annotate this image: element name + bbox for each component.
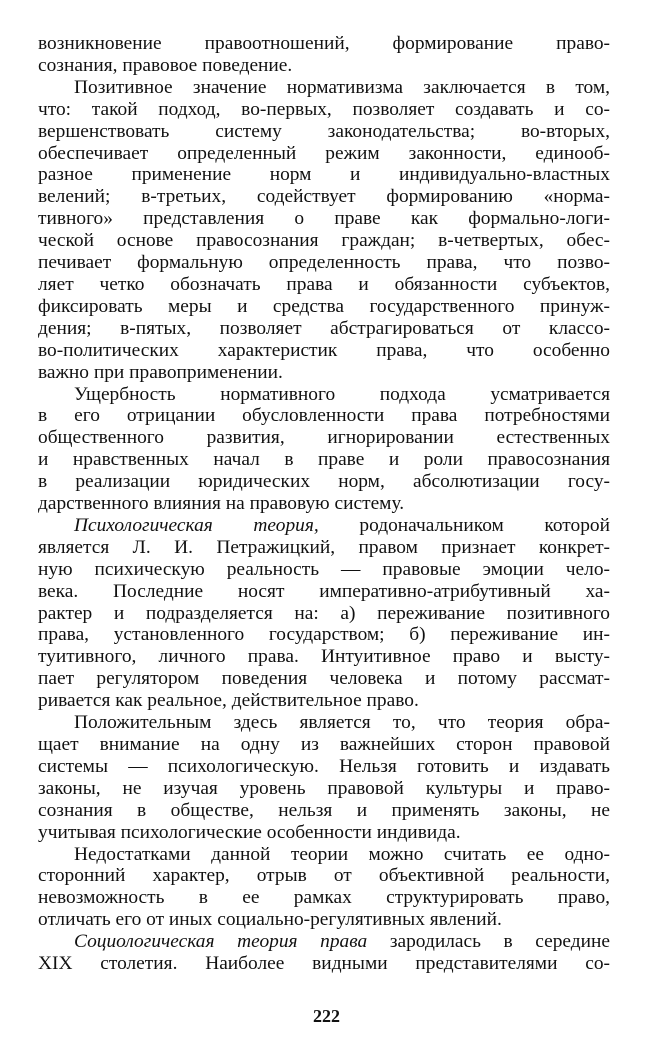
italic-term: Психологическая теория, bbox=[74, 514, 319, 536]
text-line: сторонний характер, отрыв от объективной реальности, bbox=[38, 865, 610, 887]
text-line: рактер и подразделяется на: а) переживание позитивного bbox=[38, 602, 610, 624]
text-line: Позитивное значение нормативизма заключается в том, bbox=[74, 76, 610, 98]
text-line: является Л. И. Петражицкий, правом признает конкрет- bbox=[38, 536, 610, 558]
text-line: возникновение правоотношений, формирование право- bbox=[38, 33, 610, 54]
text-line: невозможность в ее рамках структурировать право, bbox=[38, 887, 610, 909]
text-line: в реализации юридических норм, абсолютизации госу- bbox=[38, 471, 610, 493]
paragraph-4 bbox=[38, 712, 610, 843]
text-line: важно при правоприменении. bbox=[38, 361, 283, 383]
text-line: XIX столетия. Наиболее видными представителями со- bbox=[38, 953, 610, 975]
text-line: Недостатками данной теории можно считать ее одно- bbox=[74, 843, 610, 865]
text-line: велений; в-третьих, содействует формированию «норма- bbox=[38, 186, 610, 208]
paragraph-3 bbox=[38, 515, 610, 712]
text-fragment: родоначальником которой bbox=[318, 514, 610, 536]
text-line: сознания, правовое поведение. bbox=[38, 54, 293, 76]
paragraph-6 bbox=[38, 931, 610, 975]
text-line: разное применение норм и индивидуально-властных bbox=[38, 164, 610, 186]
text-fragment: зародилась в середине bbox=[367, 931, 610, 953]
text-line: учитывая психологические особенности индивида. bbox=[38, 821, 461, 843]
paragraph-0 bbox=[38, 33, 610, 77]
text-line: в его отрицании обусловленности права потребностями bbox=[38, 405, 610, 427]
text-line: щает внимание на одну из важнейших сторон правовой bbox=[38, 734, 610, 755]
paragraph-5 bbox=[38, 844, 610, 932]
text-line: вершенствовать систему законодательства; во-вторых, bbox=[38, 120, 610, 142]
text-line: что: такой подход, во-первых, позволяет создавать и со- bbox=[38, 98, 610, 120]
text-line bbox=[38, 515, 610, 537]
page-body bbox=[38, 33, 610, 975]
text-line: туитивного, личного права. Интуитивное право и высту- bbox=[38, 646, 610, 668]
text-line: обеспечивает определенный режим законности, единооб- bbox=[38, 142, 610, 164]
text-line bbox=[38, 931, 610, 953]
page-number: 222 bbox=[313, 1006, 340, 1026]
italic-term: Социологическая теория права bbox=[74, 931, 368, 953]
text-line: права, установленного государством; б) переживание ин- bbox=[38, 624, 610, 646]
text-line: Положительным здесь является то, что теория обра- bbox=[74, 712, 610, 734]
paragraph-2 bbox=[38, 384, 610, 515]
text-line: во-политических характеристик права, что особенно bbox=[38, 339, 610, 361]
text-line: и нравственных начал в праве и роли правосознания bbox=[38, 449, 610, 471]
text-line: дарственного влияния на правовую систему. bbox=[38, 493, 405, 515]
text-line: ную психическую реальность — правовые эмоции чело- bbox=[38, 558, 610, 580]
text-line: Ущербность нормативного подхода усматривается bbox=[74, 383, 610, 405]
text-line: фиксировать меры и средства государственного принуж- bbox=[38, 295, 610, 317]
text-line: ривается как реальное, действительное право. bbox=[38, 690, 419, 712]
text-line: пает регулятором поведения человека и потому рассмат- bbox=[38, 668, 610, 690]
text-line: системы — психологическую. Нельзя готовить и издавать bbox=[38, 755, 610, 777]
text-line: тивного» представления о праве как формально-логи- bbox=[38, 208, 610, 230]
text-line: ческой основе правосознания граждан; в-четвертых, обес- bbox=[38, 230, 610, 252]
text-line: ляет четко обозначать права и обязанности субъектов, bbox=[38, 273, 610, 295]
text-line: дения; в-пятых, позволяет абстрагироваться от классо- bbox=[38, 317, 610, 339]
text-line: печивает формальную определенность права, что позво- bbox=[38, 252, 610, 274]
text-line: законы, не изучая уровень правовой культуры и право- bbox=[38, 777, 610, 799]
text-line: сознания в обществе, нельзя и применять законы, не bbox=[38, 799, 610, 821]
paragraph-1 bbox=[38, 77, 610, 384]
text-line: века. Последние носят императивно-атрибутивный ха- bbox=[38, 580, 610, 602]
text-line: общественного развития, игнорировании естественных bbox=[38, 427, 610, 449]
text-line: отличать его от иных социально-регулятивных явлений. bbox=[38, 909, 502, 931]
